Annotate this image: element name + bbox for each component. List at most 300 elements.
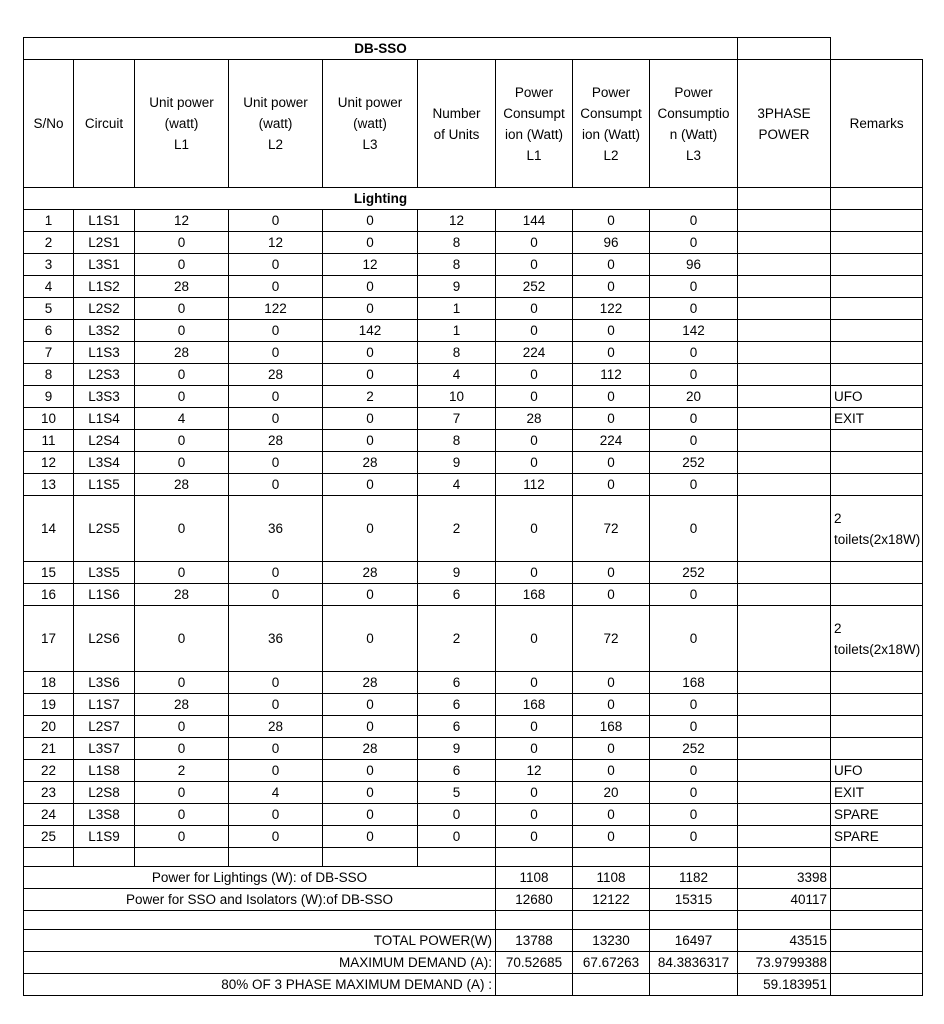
table-row [24,320,923,342]
cell-remarks [831,716,923,738]
cell-pc-l1: 0 [496,672,573,694]
cell-pc-l3: 0 [650,760,738,782]
cell-sno: 20 [24,716,74,738]
cell-units: 9 [418,562,496,584]
cell-sno: 9 [24,386,74,408]
cell-pc-l3: 0 [650,606,738,672]
cell-pc-l3: 0 [650,364,738,386]
cell-unit-l3: 0 [323,826,418,848]
cell-units: 10 [418,386,496,408]
cell-pc-l1: 168 [496,694,573,716]
col-header-circuit: Circuit [74,60,135,188]
cell-units: 4 [418,364,496,386]
blank-cell [135,848,229,867]
cell-pc-l3: 168 [650,672,738,694]
cell-sno: 12 [24,452,74,474]
cell-pc-l1: 0 [496,254,573,276]
cell-unit-l3: 0 [323,342,418,364]
cell-unit-l3: 0 [323,276,418,298]
cell-remarks: SPARE [831,804,923,826]
cell-pc-l1: 0 [496,782,573,804]
cell-units: 6 [418,584,496,606]
cell-circuit: L2S2 [74,298,135,320]
cell-remarks [831,276,923,298]
cell-pc-l2: 0 [573,474,650,496]
cell-sno: 11 [24,430,74,452]
table-row [24,694,923,716]
cell-unit-l3: 0 [323,760,418,782]
summary-l3: 1182 [650,867,738,889]
cell-pc-l3: 0 [650,782,738,804]
cell-units: 8 [418,254,496,276]
cell-3phase [738,452,831,474]
cell-sno: 7 [24,342,74,364]
cell-unit-l1: 2 [135,760,229,782]
cell-circuit: L3S2 [74,320,135,342]
cell-pc-l1: 0 [496,716,573,738]
cell-unit-l1: 0 [135,364,229,386]
cell-sno: 16 [24,584,74,606]
cell-unit-l1: 0 [135,826,229,848]
cell-pc-l2: 0 [573,320,650,342]
cell-unit-l3: 0 [323,298,418,320]
summary-blank [831,889,923,911]
cell-remarks [831,430,923,452]
summary-3phase: 59.183951 [738,974,831,996]
summary-row-sso [24,889,923,911]
table-row [24,562,923,584]
cell-unit-l3: 0 [323,694,418,716]
cell-pc-l2: 96 [573,232,650,254]
cell-circuit: L3S4 [74,452,135,474]
cell-pc-l3: 0 [650,694,738,716]
cell-unit-l2: 0 [229,672,323,694]
cell-3phase [738,232,831,254]
cell-unit-l3: 0 [323,232,418,254]
load-schedule-table [23,37,923,996]
cell-3phase [738,782,831,804]
blank-cell [573,848,650,867]
cell-pc-l1: 0 [496,562,573,584]
table-row [24,606,923,672]
cell-circuit: L1S6 [74,584,135,606]
table-row [24,826,923,848]
blank-cell [323,848,418,867]
cell-circuit: L1S5 [74,474,135,496]
cell-pc-l3: 0 [650,298,738,320]
cell-pc-l3: 0 [650,474,738,496]
cell-sno: 15 [24,562,74,584]
cell-unit-l3: 0 [323,430,418,452]
summary-l3: 15315 [650,889,738,911]
cell-sno: 21 [24,738,74,760]
col-header-3phase: 3PHASE POWER [738,60,831,188]
cell-circuit: L1S1 [74,210,135,232]
section-blank [831,188,923,210]
cell-pc-l3: 252 [650,738,738,760]
cell-units: 7 [418,408,496,430]
cell-pc-l3: 0 [650,430,738,452]
cell-3phase [738,474,831,496]
cell-unit-l2: 4 [229,782,323,804]
cell-circuit: L3S5 [74,562,135,584]
blank-cell [650,848,738,867]
summary-l1: 1108 [496,867,573,889]
cell-unit-l2: 0 [229,584,323,606]
cell-pc-l1: 0 [496,826,573,848]
summary-blank [496,974,573,996]
cell-3phase [738,694,831,716]
cell-pc-l2: 0 [573,694,650,716]
cell-pc-l2: 0 [573,826,650,848]
cell-sno: 10 [24,408,74,430]
cell-3phase [738,408,831,430]
cell-units: 8 [418,342,496,364]
cell-sno: 4 [24,276,74,298]
cell-unit-l3: 0 [323,584,418,606]
blank-cell [831,911,923,930]
cell-unit-l2: 0 [229,694,323,716]
cell-units: 4 [418,474,496,496]
cell-remarks [831,342,923,364]
cell-sno: 19 [24,694,74,716]
table-row [24,408,923,430]
cell-unit-l2: 0 [229,210,323,232]
cell-unit-l2: 0 [229,254,323,276]
cell-unit-l3: 0 [323,496,418,562]
cell-pc-l1: 0 [496,452,573,474]
summary-l2: 12122 [573,889,650,911]
cell-unit-l3: 0 [323,804,418,826]
cell-circuit: L2S1 [74,232,135,254]
cell-circuit: L3S7 [74,738,135,760]
cell-pc-l3: 142 [650,320,738,342]
cell-pc-l3: 20 [650,386,738,408]
cell-unit-l3: 12 [323,254,418,276]
summary-row-max_demand [24,952,923,974]
table-row [24,738,923,760]
cell-unit-l1: 28 [135,342,229,364]
cell-remarks [831,694,923,716]
cell-3phase [738,496,831,562]
cell-sno: 2 [24,232,74,254]
summary-l1: 70.52685 [496,952,573,974]
summary-3phase: 3398 [738,867,831,889]
cell-sno: 6 [24,320,74,342]
table-row [24,232,923,254]
cell-pc-l2: 0 [573,738,650,760]
cell-unit-l1: 0 [135,386,229,408]
cell-3phase [738,826,831,848]
cell-unit-l2: 36 [229,606,323,672]
table-row [24,672,923,694]
summary-blank [831,930,923,952]
table-row [24,210,923,232]
cell-unit-l1: 0 [135,672,229,694]
cell-unit-l3: 0 [323,364,418,386]
summary-l2: 13230 [573,930,650,952]
col-header-unit-l2: Unit power (watt) L2 [229,60,323,188]
cell-unit-l2: 28 [229,364,323,386]
cell-pc-l2: 0 [573,276,650,298]
cell-pc-l1: 0 [496,496,573,562]
cell-3phase [738,210,831,232]
cell-pc-l3: 0 [650,716,738,738]
cell-3phase [738,562,831,584]
cell-pc-l3: 252 [650,562,738,584]
cell-unit-l3: 0 [323,408,418,430]
cell-circuit: L2S8 [74,782,135,804]
cell-3phase [738,254,831,276]
table-row [24,782,923,804]
cell-unit-l2: 0 [229,474,323,496]
cell-sno: 5 [24,298,74,320]
cell-unit-l2: 12 [229,232,323,254]
cell-remarks [831,474,923,496]
cell-unit-l1: 0 [135,782,229,804]
table-row [24,342,923,364]
cell-3phase [738,298,831,320]
cell-unit-l2: 28 [229,716,323,738]
blank-cell [738,911,831,930]
summary-label: Power for Lightings (W): of DB-SSO [24,867,496,889]
cell-sno: 22 [24,760,74,782]
cell-circuit: L3S3 [74,386,135,408]
table-row [24,496,923,562]
cell-3phase [738,716,831,738]
cell-unit-l2: 0 [229,386,323,408]
cell-pc-l3: 252 [650,452,738,474]
cell-3phase [738,320,831,342]
cell-pc-l2: 72 [573,606,650,672]
cell-units: 1 [418,298,496,320]
cell-pc-l1: 28 [496,408,573,430]
cell-pc-l2: 0 [573,408,650,430]
summary-l2: 1108 [573,867,650,889]
cell-circuit: L1S3 [74,342,135,364]
summary-blank [831,867,923,889]
cell-3phase [738,606,831,672]
cell-sno: 17 [24,606,74,672]
cell-pc-l1: 0 [496,386,573,408]
cell-unit-l2: 0 [229,826,323,848]
cell-unit-l3: 28 [323,562,418,584]
table-row [24,430,923,452]
summary-row-total [24,930,923,952]
summary-l3: 84.3836317 [650,952,738,974]
cell-circuit: L2S3 [74,364,135,386]
cell-pc-l1: 0 [496,738,573,760]
summary-3phase: 43515 [738,930,831,952]
cell-pc-l1: 0 [496,606,573,672]
cell-unit-l1: 28 [135,694,229,716]
cell-circuit: L2S6 [74,606,135,672]
cell-pc-l2: 0 [573,342,650,364]
cell-unit-l3: 0 [323,782,418,804]
cell-remarks: UFO [831,760,923,782]
cell-pc-l2: 122 [573,298,650,320]
cell-remarks [831,562,923,584]
cell-sno: 18 [24,672,74,694]
blank-cell [496,848,573,867]
cell-unit-l1: 4 [135,408,229,430]
cell-pc-l1: 252 [496,276,573,298]
cell-units: 2 [418,606,496,672]
cell-pc-l3: 0 [650,826,738,848]
cell-units: 8 [418,430,496,452]
table-row [24,386,923,408]
table-row [24,760,923,782]
cell-sno: 24 [24,804,74,826]
cell-unit-l3: 142 [323,320,418,342]
table-row [24,716,923,738]
cell-pc-l3: 0 [650,210,738,232]
cell-pc-l1: 0 [496,364,573,386]
cell-3phase [738,738,831,760]
summary-label: MAXIMUM DEMAND (A): [24,952,496,974]
cell-pc-l1: 0 [496,320,573,342]
cell-unit-l1: 28 [135,584,229,606]
summary-blank [650,974,738,996]
cell-pc-l1: 0 [496,804,573,826]
cell-sno: 13 [24,474,74,496]
cell-unit-l1: 0 [135,430,229,452]
cell-unit-l3: 0 [323,474,418,496]
cell-unit-l3: 0 [323,716,418,738]
cell-pc-l2: 0 [573,760,650,782]
blank-cell [418,848,496,867]
col-header-sno: S/No [24,60,74,188]
summary-blank [573,974,650,996]
cell-units: 9 [418,276,496,298]
col-header-unit-l1: Unit power (watt) L1 [135,60,229,188]
blank-cell [24,911,496,930]
cell-3phase [738,276,831,298]
col-header-remarks: Remarks [831,60,923,188]
cell-remarks [831,672,923,694]
cell-3phase [738,672,831,694]
cell-units: 6 [418,716,496,738]
cell-pc-l3: 0 [650,496,738,562]
cell-unit-l1: 0 [135,496,229,562]
cell-pc-l1: 112 [496,474,573,496]
cell-pc-l2: 0 [573,804,650,826]
cell-remarks: UFO [831,386,923,408]
cell-pc-l3: 0 [650,408,738,430]
cell-unit-l2: 0 [229,562,323,584]
cell-remarks [831,210,923,232]
cell-unit-l1: 0 [135,254,229,276]
table-row [24,584,923,606]
col-header-pc-l2: Power Consumpt ion (Watt) L2 [573,60,650,188]
cell-unit-l1: 12 [135,210,229,232]
cell-pc-l1: 224 [496,342,573,364]
cell-units: 2 [418,496,496,562]
cell-remarks: EXIT [831,782,923,804]
blank-row [24,848,923,867]
cell-unit-l2: 0 [229,452,323,474]
cell-unit-l1: 0 [135,738,229,760]
cell-units: 6 [418,672,496,694]
cell-pc-l2: 0 [573,452,650,474]
cell-unit-l2: 0 [229,804,323,826]
table-row [24,452,923,474]
cell-unit-l2: 0 [229,760,323,782]
blank-cell [831,848,923,867]
cell-unit-l2: 28 [229,430,323,452]
cell-3phase [738,760,831,782]
cell-3phase [738,804,831,826]
cell-remarks [831,298,923,320]
cell-pc-l1: 12 [496,760,573,782]
blank-cell [24,848,74,867]
cell-sno: 14 [24,496,74,562]
cell-pc-l3: 0 [650,276,738,298]
section-row [24,188,923,210]
cell-pc-l1: 0 [496,298,573,320]
cell-pc-l2: 168 [573,716,650,738]
cell-remarks [831,254,923,276]
cell-unit-l1: 0 [135,320,229,342]
cell-pc-l2: 0 [573,672,650,694]
cell-pc-l3: 0 [650,342,738,364]
cell-pc-l3: 0 [650,804,738,826]
cell-remarks [831,584,923,606]
cell-pc-l3: 96 [650,254,738,276]
cell-unit-l2: 0 [229,738,323,760]
cell-units: 1 [418,320,496,342]
cell-unit-l1: 0 [135,716,229,738]
cell-units: 8 [418,232,496,254]
cell-sno: 1 [24,210,74,232]
cell-remarks [831,232,923,254]
cell-unit-l1: 28 [135,276,229,298]
summary-row-eighty [24,974,923,996]
summary-row-lightings [24,867,923,889]
cell-unit-l1: 0 [135,452,229,474]
title-empty-corner [831,38,923,60]
cell-circuit: L2S4 [74,430,135,452]
summary-3phase: 40117 [738,889,831,911]
blank-cell [496,911,573,930]
summary-l1: 12680 [496,889,573,911]
cell-units: 6 [418,694,496,716]
cell-unit-l2: 0 [229,276,323,298]
blank-cell [74,848,135,867]
table-row [24,804,923,826]
cell-pc-l2: 0 [573,210,650,232]
table-row [24,254,923,276]
table-row [24,276,923,298]
cell-unit-l2: 0 [229,342,323,364]
section-blank [738,188,831,210]
cell-unit-l2: 0 [229,320,323,342]
blank-row [24,911,923,930]
cell-unit-l1: 28 [135,474,229,496]
cell-3phase [738,364,831,386]
blank-cell [738,848,831,867]
cell-circuit: L1S9 [74,826,135,848]
cell-unit-l3: 0 [323,606,418,672]
cell-3phase [738,430,831,452]
cell-unit-l3: 28 [323,672,418,694]
summary-3phase: 73.9799388 [738,952,831,974]
cell-pc-l2: 224 [573,430,650,452]
cell-unit-l2: 36 [229,496,323,562]
cell-pc-l1: 0 [496,430,573,452]
cell-remarks [831,452,923,474]
cell-unit-l3: 28 [323,738,418,760]
